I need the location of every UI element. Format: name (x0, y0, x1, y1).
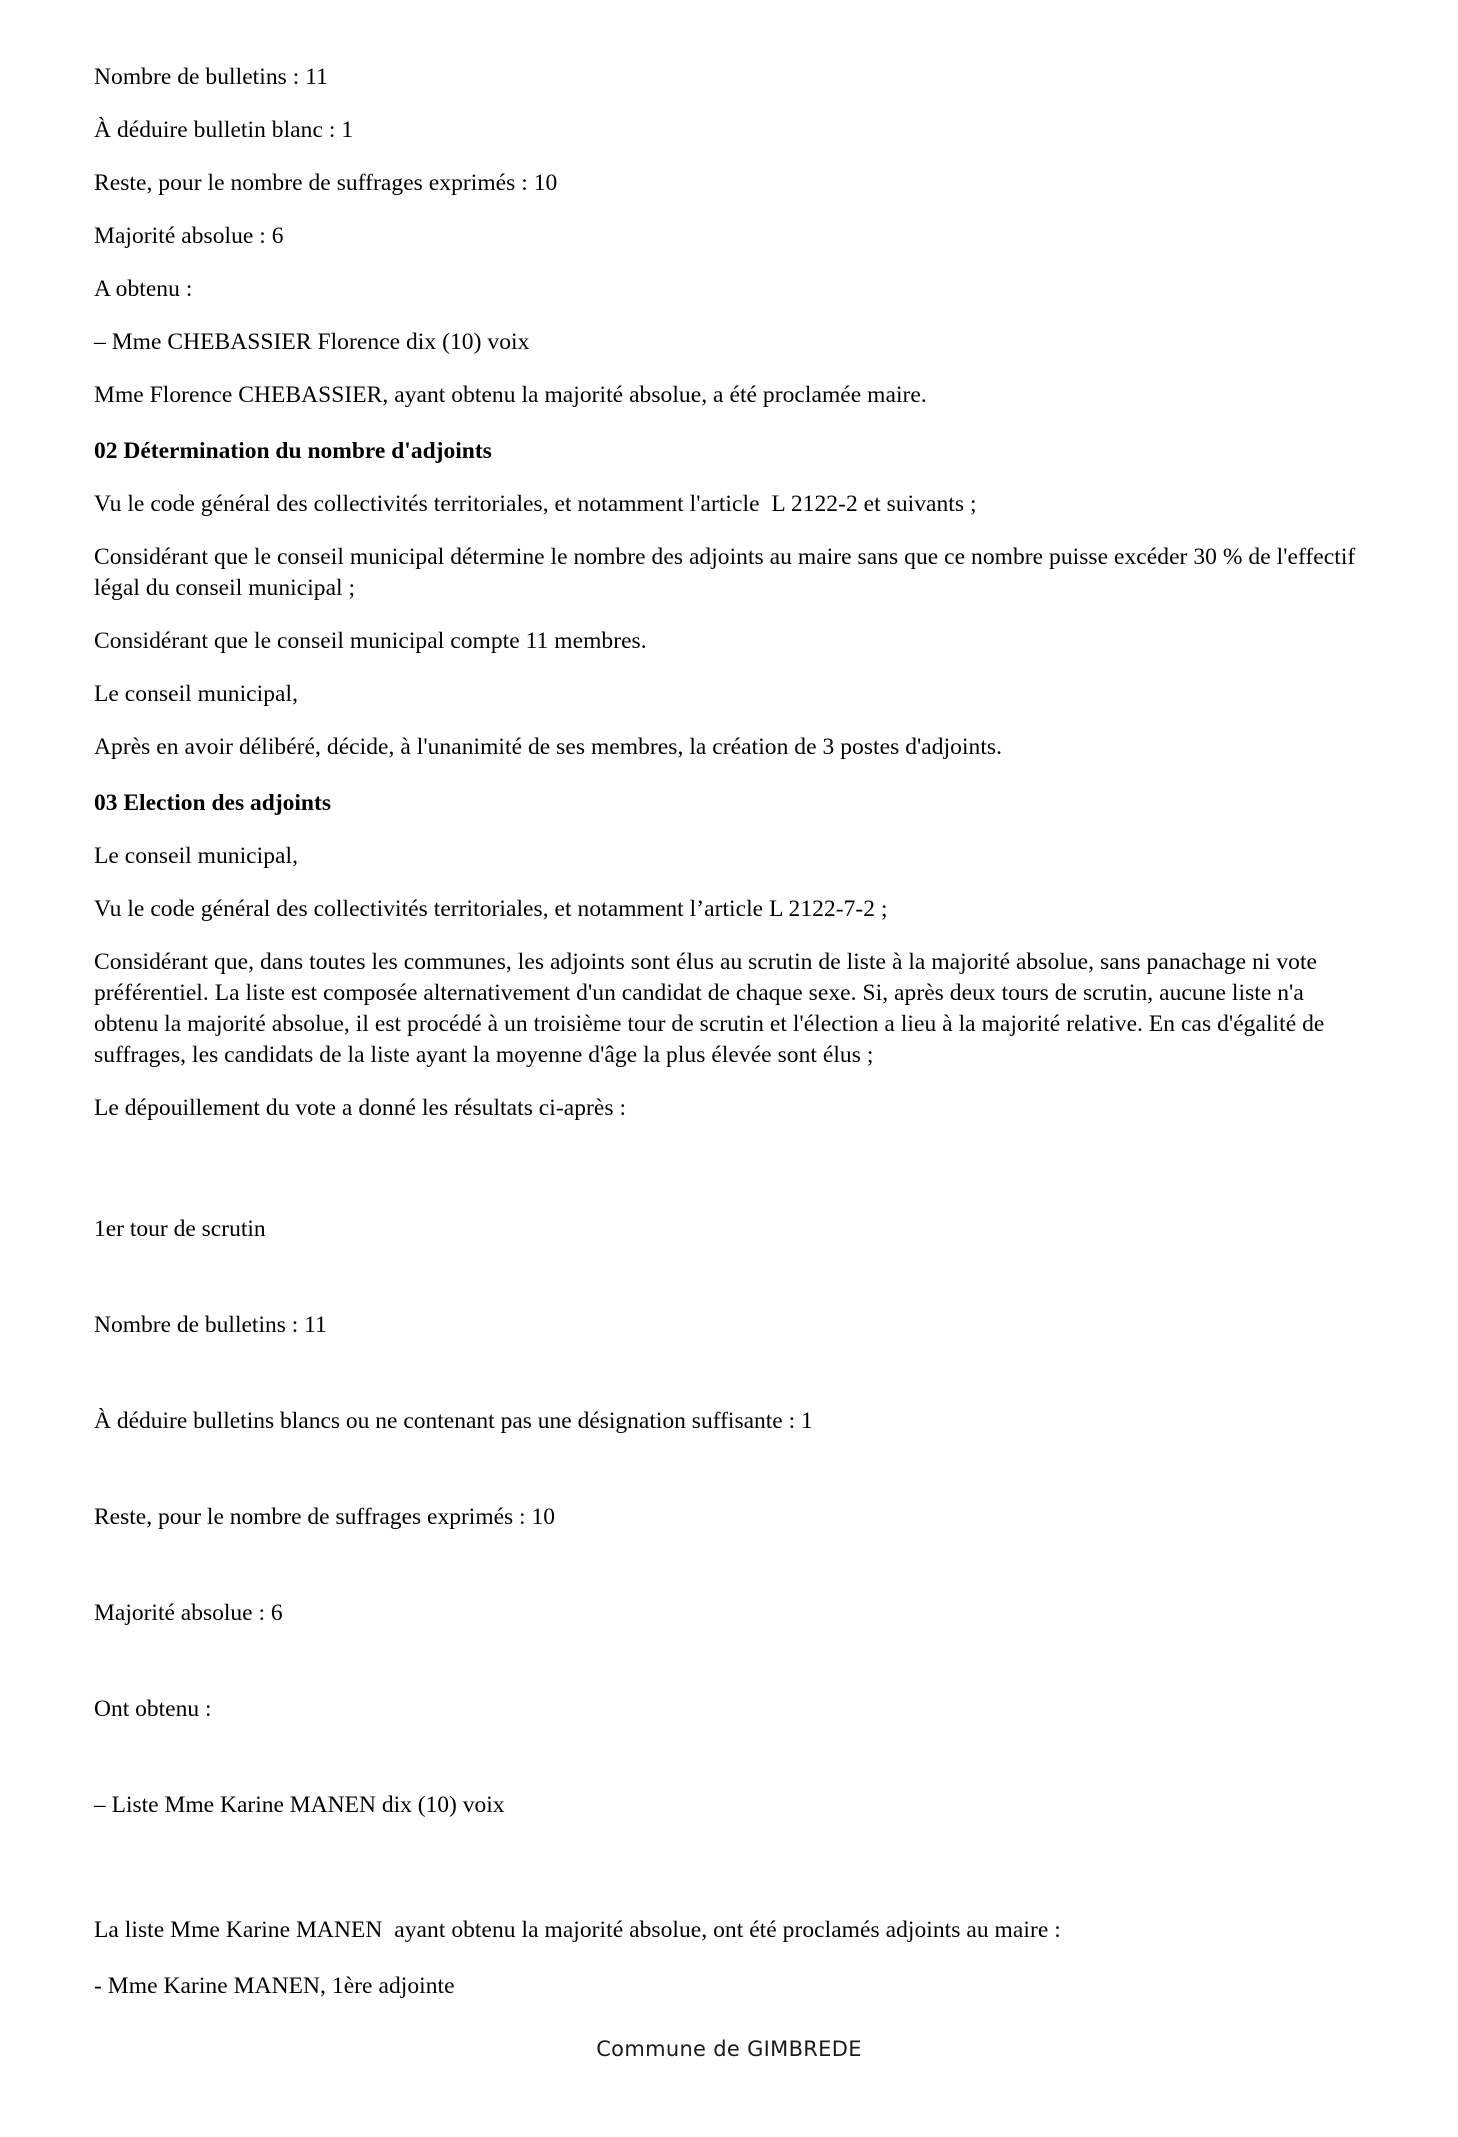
paragraph-candidate-chebassier: – Mme CHEBASSIER Florence dix (10) voix (94, 329, 530, 355)
paragraph-vu-cgct-l2122-2: Vu le code général des collectivités territoriales, et notamment l'article L 2122-2 et suivants ; (94, 491, 977, 517)
paragraph-reste-suffrages-exprimes-1: Reste, pour le nombre de suffrages exprimés : 10 (94, 170, 558, 196)
footer-commune-label: Commune de GIMBREDE (596, 2037, 862, 2061)
paragraph-proclamation-maire: Mme Florence CHEBASSIER, ayant obtenu la majorité absolue, a été proclamée maire. (94, 382, 927, 408)
document-body (94, 62, 1372, 2024)
paragraph-considerant-scrutin-de-liste: Considérant que, dans toutes les communes, les adjoints sont élus au scrutin de liste à la majorité absolue, sans panachage ni vote préférentiel. La liste est composée alternativement d'un candidat de chaque sexe. Si, après deux tours de scrutin, aucune liste n'a obtenu la majorité absolue, il est procédé à un troisième tour de scrutin et l'élection a lieu à la majorité relative. En cas d'égalité de suffrages, les candidats de la liste ayant la moyenne d'âge la plus élevée sont élus ; (94, 949, 1331, 1068)
result-line-liste-manen: – Liste Mme Karine MANEN dix (10) voix (94, 1792, 505, 1818)
result-line-reste-suffrages: Reste, pour le nombre de suffrages exprimés : 10 (94, 1504, 555, 1530)
result-line-deduire-bulletins-blancs: À déduire bulletins blancs ou ne contenant pas une désignation suffisante : 1 (94, 1408, 813, 1434)
paragraph-proclamation-adjoints: La liste Mme Karine MANEN ayant obtenu la majorité absolue, ont été proclamés adjoints au maire : (94, 1917, 1061, 1943)
paragraph-nombre-bulletins-1: Nombre de bulletins : 11 (94, 64, 328, 90)
paragraph-deduire-bulletin-blanc: À déduire bulletin blanc : 1 (94, 117, 354, 143)
result-line-majorite-absolue: Majorité absolue : 6 (94, 1600, 283, 1626)
paragraph-a-obtenu: A obtenu : (94, 276, 193, 302)
paragraph-vu-cgct-l2122-7-2: Vu le code général des collectivités territoriales, et notamment l’article L 2122-7-2 ; (94, 896, 888, 922)
result-line-ont-obtenu: Ont obtenu : (94, 1696, 212, 1722)
paragraph-considerant-11-membres: Considérant que le conseil municipal compte 11 membres. (94, 628, 647, 654)
block-resultats-1er-tour (94, 1149, 1372, 1885)
paragraph-majorite-absolue-1: Majorité absolue : 6 (94, 223, 284, 249)
paragraph-le-conseil-municipal-2: Le conseil municipal, (94, 843, 299, 869)
result-line-nombre-bulletins: Nombre de bulletins : 11 (94, 1312, 327, 1338)
paragraph-le-conseil-municipal-1: Le conseil municipal, (94, 681, 299, 707)
paragraph-apres-deliberation-postes: Après en avoir délibéré, décide, à l'unanimité de ses membres, la création de 3 postes d'adjoints. (94, 734, 1003, 760)
paragraph-considerant-nombre-adjoints: Considérant que le conseil municipal détermine le nombre des adjoints au maire sans que ce nombre puisse excéder 30 % de l'effectif légal du conseil municipal ; (94, 544, 1362, 601)
paragraph-adjoint-1-karine-manen: - Mme Karine MANEN, 1ère adjointe (94, 1973, 455, 1999)
result-line-tour: 1er tour de scrutin (94, 1216, 266, 1242)
heading-02-determination-nombre-adjoints: 02 Détermination du nombre d'adjoints (94, 438, 492, 464)
heading-03-election-des-adjoints: 03 Election des adjoints (94, 790, 331, 816)
paragraph-depouillement-resultats: Le dépouillement du vote a donné les résultats ci-après : (94, 1095, 627, 1121)
page-footer (0, 2036, 1458, 2062)
